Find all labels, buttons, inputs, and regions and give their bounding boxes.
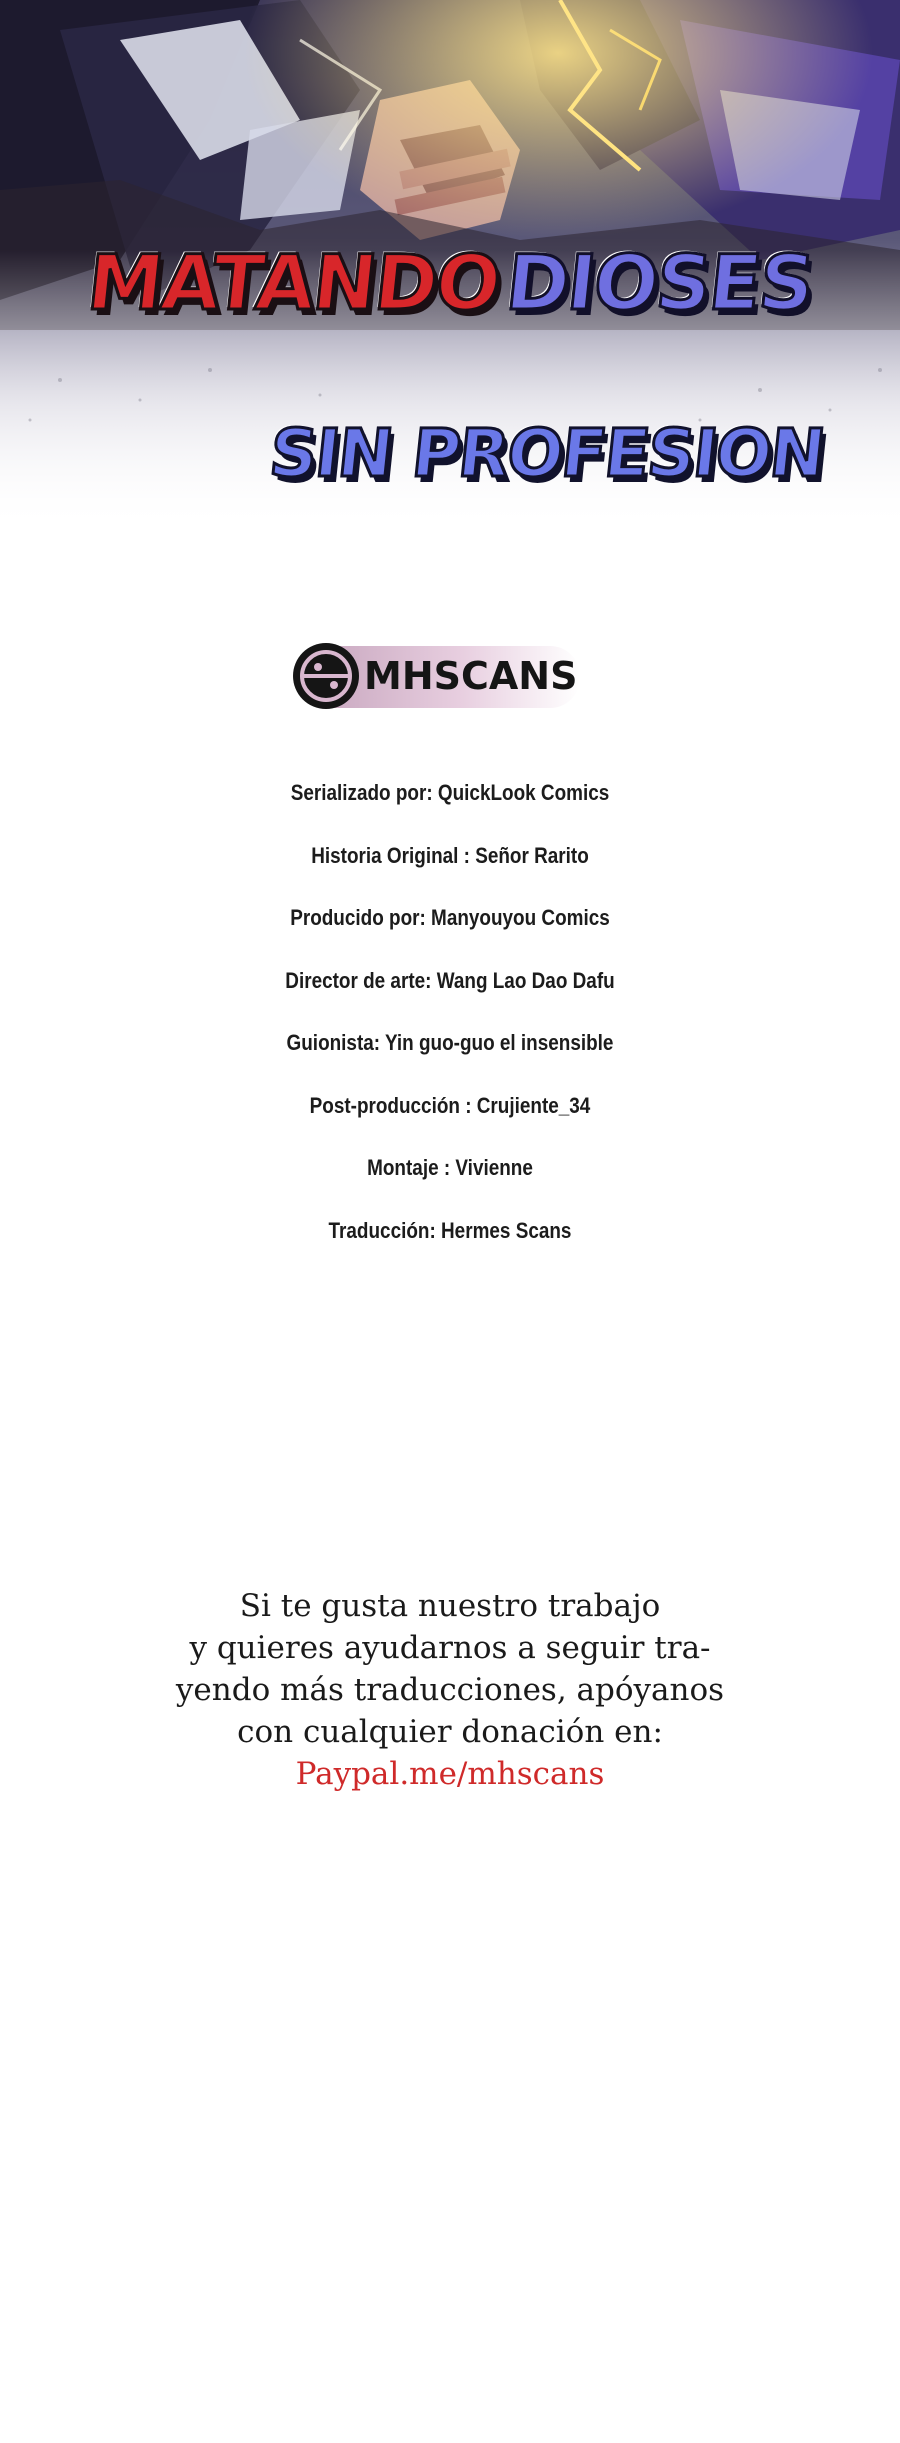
title-word-red: MATANDO — [83, 238, 504, 327]
credits-list — [0, 778, 900, 1278]
credit-guionista: Guionista: Yin guo-guo el insensible — [286, 1030, 614, 1055]
donation-line-3: yendo más traducciones, apóyanos — [175, 1672, 725, 1708]
credit-producido: Producido por: Manyouyou Comics — [290, 905, 610, 930]
banner-title-line1 — [0, 238, 900, 327]
title-banner — [0, 0, 900, 530]
credit-director-arte: Director de arte: Wang Lao Dao Dafu — [285, 967, 615, 993]
mh-emblem-icon — [290, 640, 362, 712]
logo-text: MHSCANS — [364, 654, 578, 698]
donation-line-2: y quieres ayudarnos a seguir tra- — [189, 1630, 711, 1666]
donation-line-4: con cualquier donación en: — [237, 1714, 663, 1750]
title-word-blue: DIOSES — [501, 238, 817, 327]
credit-montaje: Montaje : Vivienne — [367, 1155, 533, 1180]
banner-title-line2: SIN PROFESION — [265, 415, 828, 492]
credit-serializado: Serializado por: QuickLook Comics — [290, 780, 610, 805]
mhscans-logo — [288, 640, 588, 716]
credit-traduccion: Traducción: Hermes Scans — [328, 1217, 572, 1243]
donation-message — [0, 1585, 900, 1795]
donation-line-1: Si te gusta nuestro trabajo — [239, 1588, 661, 1624]
credit-historia-original: Historia Original : Señor Rarito — [311, 842, 589, 868]
paypal-link[interactable]: Paypal.me/mhscans — [295, 1756, 605, 1792]
credit-post-produccion: Post-producción : Crujiente_34 — [309, 1092, 591, 1118]
